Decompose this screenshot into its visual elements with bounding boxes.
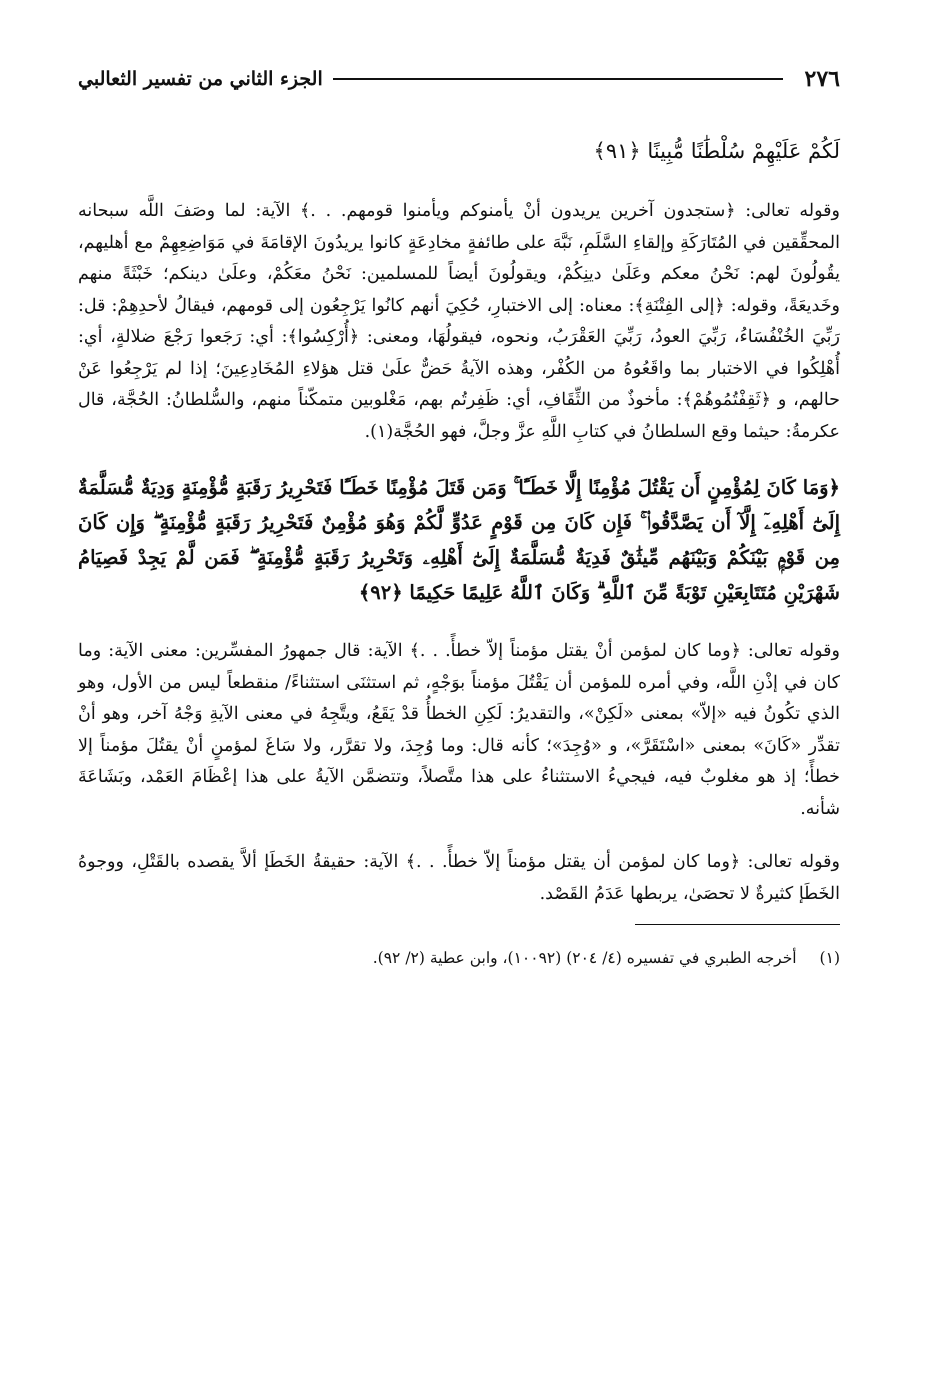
- commentary-paragraph-2: وقوله تعالى: ﴿وما كان لمؤمن أنْ يقتل مؤمناً إلاّ خطأً. . .﴾ الآية: قال جمهورُ المفسِّرين: معنى الآية: وما كان في إذْنِ اللَّه، وفي أمره للمؤمن أن يَقْتُلَ مؤمناً بوَجْهٍ، ثم استثنَى استثناءً/ منقطعاً ليس من الأول، وهو الذي تكُونُ فيه «إلاّ» بمعنى «لَكِنْ»، والتقديرُ: لَكِنِ الخطأُ قدْ يَقَعُ، ويتَّجِهُ في معنى الآيةِ وَجْهُ آخر، وهو أنْ تقدِّر «كَانَ» بمعنى «اسْتَقَرَّ»، و «وُجِدَ»؛ كأنه قال: وما وُجِدَ، ولا تقرَّر، ولا سَاغَ لمؤمنٍ أنْ يقتُلَ مؤمناً إلا خطأً؛ إذ هو مغلوبٌ فيه، فيجيءُ الاستثناءُ على هذا متَّصلاً، وتتضمَّن الآيةُ على هذا إعْظَامَ العَمْد، وبَشَاعَةَ شأنه.: [78, 641, 840, 819]
- page-number: ٢٧٦: [804, 66, 840, 92]
- footnote-number: (١): [819, 949, 840, 967]
- quran-verse-block: ﴿وَمَا كَانَ لِمُؤْمِنٍ أَن يَقْتُلَ مُؤْمِنًا إِلَّا خَطَـًٔا ۚ وَمَن قَتَلَ مُؤْمِنًا خَطَـًٔا فَتَحْرِيرُ رَقَبَةٍ مُّؤْمِنَةٍ وَدِيَةٌ مُّسَلَّمَةٌ إِلَىٰٓ أَهْلِهِۦٓ إِلَّآ أَن يَصَّدَّقُوا۟ ۚ فَإِن كَانَ مِن قَوْمٍ عَدُوٍّ لَّكُمْ وَهُوَ مُؤْمِنٌ فَتَحْرِيرُ رَقَبَةٍ مُّؤْمِنَةٍ ۖ وَإِن كَانَ مِن قَوْمٍۭ بَيْنَكُمْ وَبَيْنَهُم مِّيثَٰقٌ فَدِيَةٌ مُّسَلَّمَةٌ إِلَىٰٓ أَهْلِهِۦ وَتَحْرِيرُ رَقَبَةٍ مُّؤْمِنَةٍ ۖ فَمَن لَّمْ يَجِدْ فَصِيَامُ شَهْرَيْنِ مُتَتَابِعَيْنِ تَوْبَةً مِّنَ ٱللَّهِ ۗ وَكَانَ ٱللَّهُ عَلِيمًا حَكِيمًا ﴿٩٢﴾: [78, 476, 840, 604]
- book-page: [78, 55, 840, 1345]
- page-header: [78, 55, 840, 103]
- running-title: الجزء الثاني من تفسير الثعالبي: [78, 68, 323, 90]
- commentary-paragraph-3: وقوله تعالى: ﴿وما كان لمؤمن أن يقتل مؤمناً إلاّ خطأً. . .﴾ الآية: حقيقةُ الخَطَإ ألاَّ يقصده بالقَتْلِ، ووجوهُ الخَطَإ كثيرةٌ لا تحصَىٰ، يربطها عَدَمُ القَصْد.: [78, 852, 840, 904]
- verse-continuation: لَكُمْ عَلَيْهِمْ سُلْطَٰنًا مُّبِينًا ﴿٩١﴾: [593, 139, 840, 163]
- header-rule: [333, 78, 783, 80]
- footnote-rule: [635, 924, 840, 925]
- footnote-text: أخرجه الطبري في تفسيره (٤/ ٢٠٤) (١٠٠٩٢)، وابن عطية (٢/ ٩٢).: [372, 949, 797, 967]
- commentary-paragraph-1: وقوله تعالى: ﴿ستجدون آخرين يريدون أنْ يأمنوكم ويأمنوا قومهم. . .﴾ الآية: لما وصَفَ اللَّه سبحانه المحقِّقين في المُتَارَكَةِ وإلقاءِ السَّلَمِ، نَبَّهَ على طائفةٍ مخادِعَةٍ كانوا يريدُونَ الإقامَةَ في مَوَاضِعِهِمْ مع أهليهم، يقُولُونَ لهم: نَحْنُ معكم وعَلَىٰ دينِكُمْ، ويقولُونَ أيضاً للمسلمين: نَحْنُ معَكُمْ، وعلَىٰ دينكم؛ خَبْثَةً منهم وخَديعَةً، وقوله: ﴿إلى الفِتْنَةِ﴾: معناه: إلى الاختبارِ، حُكِيَ أنهم كانُوا يَرْجِعُون إلى قومهم، فيقالُ لأحدِهِمْ: قل: رَبِّيَ الخُنْفُسَاءُ، رَبِّيَ العودُ، رَبِّيَ العَقْرَبُ، ونحوه، فيقولُهَا، ومعنى: ﴿أُرْكِسُوا﴾: أي: رَجَعوا رَجْعَ ضلالةٍ، أي: أُهْلِكُوا في الاختبار بما واقَعُوهُ من الكُفْر، وهذه الآيةُ حَضٌّ علَىٰ قتل هؤلاءِ المُخَادِعِينَ؛ إذا لم يَرْجِعُوا عَنْ حالهم، و ﴿ثَقِفْتُمُوهُمْ﴾: مأخوذٌ من الثِّقَافِ، أي: ظَفِرتُم بهم، مَغْلوبين متمكّناً منهم، والسُّلطانُ: الحُجَّة، قال عكرمةُ: حيثما وقع السلطانُ في كتابِ اللَّهِ عزَّ وجلَّ، فهو الحُجَّة(١).: [78, 201, 840, 442]
- footnote: [78, 945, 840, 971]
